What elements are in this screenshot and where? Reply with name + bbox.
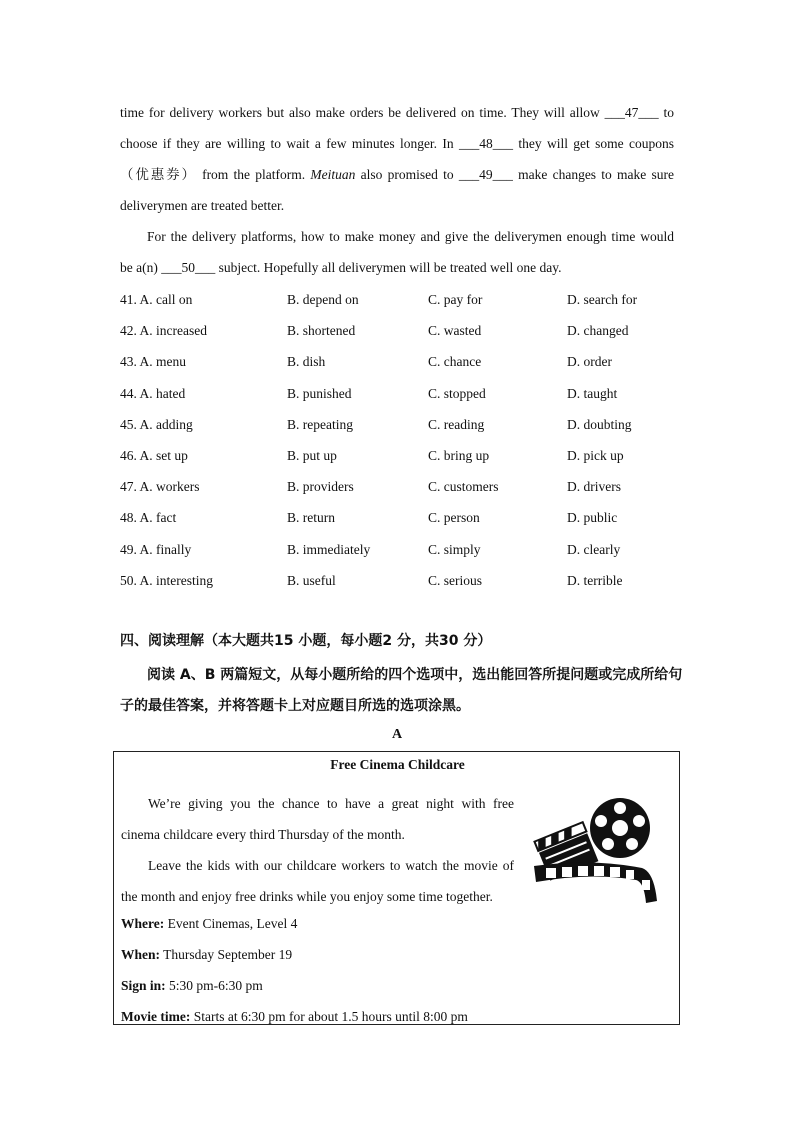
option-b: B. put up: [287, 447, 337, 463]
question-row: [120, 378, 680, 409]
passage-line: For the delivery platforms, how to make money and give the deliverymen enough time would: [147, 229, 674, 244]
ad-text-line: We’re giving you the chance to have a great night with free: [148, 796, 514, 811]
option-b: B. providers: [287, 479, 354, 495]
option-c: C. simply: [428, 541, 481, 557]
option-a: 44. A. hated: [120, 385, 186, 401]
option-c: C. wasted: [428, 323, 482, 339]
option-b: B. repeating: [287, 416, 353, 432]
option-a: 42. A. increased: [120, 323, 207, 339]
passage-line: deliverymen are treated better.: [120, 198, 285, 213]
option-a: 41. A. call on: [120, 292, 193, 307]
question-row: [120, 284, 680, 315]
option-b: B. depend on: [287, 292, 359, 307]
movie-time-label: Movie time:: [121, 1009, 191, 1024]
option-c: C. chance: [428, 354, 482, 370]
option-b: B. dish: [287, 354, 326, 370]
option-c: C. stopped: [428, 385, 486, 401]
instruction-line: 阅读 A、B 两篇短文，从每小题所给的四个选项中，选出能回答所提问题或完成所给句: [147, 667, 683, 683]
option-d: D. terrible: [567, 572, 623, 588]
option-b: B. shortened: [287, 323, 356, 339]
option-a: 46. A. set up: [120, 447, 188, 463]
option-c: C. serious: [428, 572, 482, 588]
cloze-passage: [120, 97, 674, 283]
passage-line: be a(n) ___50___ subject. Hopefully all deliverymen will be treated well one day.: [120, 260, 562, 275]
option-d: D. clearly: [567, 541, 621, 557]
option-b: B. return: [287, 510, 335, 526]
when-value: Thursday September 19: [160, 947, 293, 962]
option-d: D. taught: [567, 385, 618, 401]
where-label: Where:: [121, 916, 165, 931]
question-row: [120, 534, 680, 565]
ad-title: Free Cinema Childcare: [330, 757, 465, 772]
cinema-childcare-ad: [113, 751, 680, 1025]
option-b: B. punished: [287, 385, 352, 401]
question-row: [120, 409, 680, 440]
passage-letter: A: [391, 727, 403, 742]
option-d: D. order: [567, 354, 612, 370]
question-row: [120, 471, 680, 502]
option-b: B. useful: [287, 572, 336, 588]
option-a: 49. A. finally: [120, 541, 192, 557]
film-reel-clapperboard-icon: [532, 796, 662, 911]
ad-text-line: cinema childcare every third Thursday of the month.: [121, 827, 405, 842]
option-c: C. customers: [428, 479, 499, 495]
option-d: D. search for: [567, 292, 638, 307]
option-a: 47. A. workers: [120, 479, 200, 495]
option-a: 48. A. fact: [120, 510, 177, 526]
when-row: [121, 945, 661, 965]
movie-time-row: [121, 1007, 661, 1027]
option-d: D. pick up: [567, 447, 624, 463]
option-d: D. drivers: [567, 479, 621, 495]
meituan-word: Meituan: [310, 167, 356, 182]
question-row: [120, 346, 680, 377]
passage-line: （优惠券） from the platform. Meituan also promised to ___49___ make changes to make sure: [120, 167, 675, 182]
signin-label: Sign in:: [121, 978, 166, 993]
option-d: D. doubting: [567, 416, 632, 432]
instruction-line: 子的最佳答案，并将答题卡上对应题目所选的选项涂黑。: [120, 698, 470, 714]
option-a: 43. A. menu: [120, 354, 186, 370]
question-row: [120, 502, 680, 533]
signin-value: 5:30 pm-6:30 pm: [165, 978, 263, 993]
option-a: 45. A. adding: [120, 416, 193, 432]
movie-time-value: Starts at 6:30 pm for about 1.5 hours until 8:00 pm: [190, 1009, 468, 1024]
question-row: [120, 315, 680, 346]
when-label: When:: [121, 947, 161, 962]
passage-line: time for delivery workers but also make orders be delivered on time. They will allow ___47___ to: [120, 105, 674, 120]
question-row: [120, 440, 680, 471]
where-value: Event Cinemas, Level 4: [164, 916, 298, 931]
question-row: [120, 565, 680, 596]
question-options: [120, 284, 680, 596]
ad-body: [121, 788, 514, 912]
option-c: C. bring up: [428, 447, 490, 463]
ad-text-line: the month and enjoy free drinks while you enjoy some time together.: [121, 889, 493, 904]
option-c: C. person: [428, 510, 480, 526]
ad-text-line: Leave the kids with our childcare workers to watch the movie of: [148, 858, 514, 873]
option-d: D. public: [567, 510, 618, 526]
option-c: C. reading: [428, 416, 485, 432]
where-row: [121, 914, 661, 934]
option-c: C. pay for: [428, 292, 483, 307]
signin-row: [121, 976, 661, 996]
option-d: D. changed: [567, 323, 629, 339]
option-b: B. immediately: [287, 541, 371, 557]
section-heading: 四、阅读理解（本大题共15 小题，每小题2 分，共30 分）: [120, 633, 492, 649]
passage-line: choose if they are willing to wait a few minutes longer. In ___48___ they will get some coupons: [120, 136, 674, 151]
section-instructions: [120, 660, 683, 722]
option-a: 50. A. interesting: [120, 572, 213, 588]
